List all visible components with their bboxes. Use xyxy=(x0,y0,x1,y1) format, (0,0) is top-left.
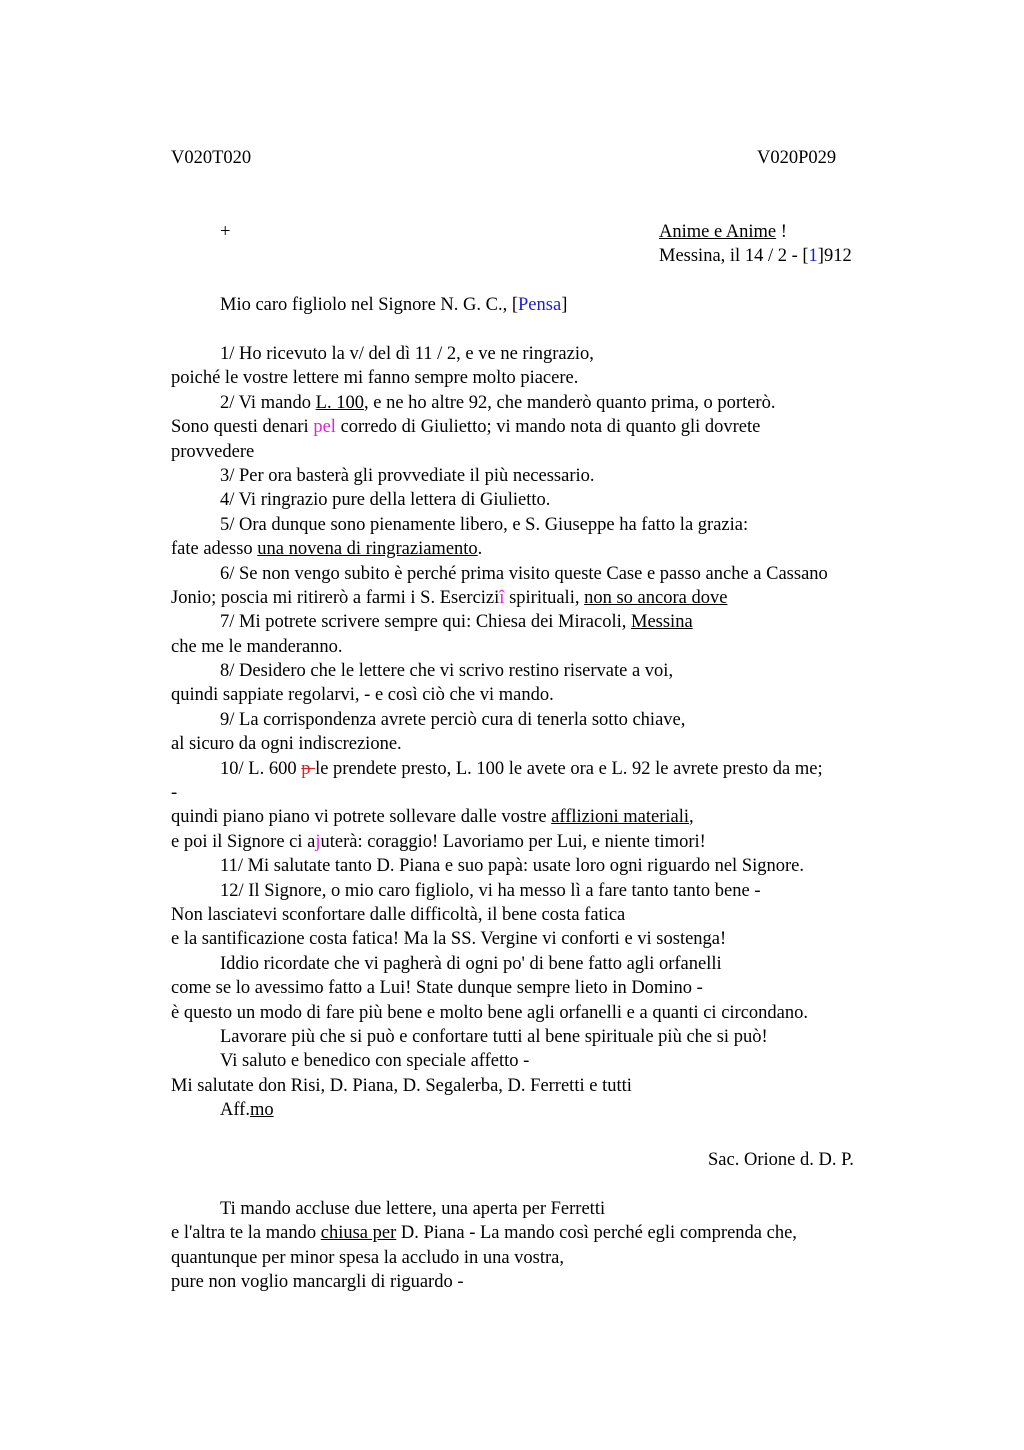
closing xyxy=(171,1098,931,1122)
body-line: Vi saluto e benedico con speciale affetto - xyxy=(220,1051,530,1072)
body-line: è questo un modo di fare più bene e molto bene agli orfanelli e a quanti ci circondano. xyxy=(171,1002,809,1023)
body-line: che me le manderanno. xyxy=(171,636,343,657)
postscript-line xyxy=(171,1221,931,1245)
body-line xyxy=(171,537,931,561)
text-span: , e ne ho altre 92, che manderò quanto prima, o porterò. xyxy=(363,392,776,413)
text-span: le prendete presto, L. 100 le avete ora e L. 92 le avrete presto da me; xyxy=(315,758,823,779)
body-line: 12/ Il Signore, o mio caro figliolo, vi ha messo lì a fare tanto tanto bene - xyxy=(220,880,761,901)
salutation-text: Mio caro figliolo nel Signore N. G. C., [ xyxy=(220,295,519,315)
body-line: 5/ Ora dunque sono pienamente libero, e S. Giuseppe ha fatto la grazia: xyxy=(220,514,749,535)
text-span: 2/ Vi mando xyxy=(220,392,316,413)
body-line: provvedere xyxy=(171,441,255,462)
body-line: - xyxy=(171,783,178,804)
dateline xyxy=(659,244,852,268)
postscript-line: quantunque per minor spesa la accludo in una vostra, xyxy=(171,1247,565,1268)
body-line: 11/ Mi salutate tanto D. Piana e suo papà: usate loro ogni riguardo nel Signore. xyxy=(220,856,804,877)
document-code-left: V020T020 xyxy=(171,148,252,168)
body-line: 9/ La corrispondenza avrete perciò cura di tenerla sotto chiave, xyxy=(220,709,686,730)
body-line: 4/ Vi ringrazio pure della lettera di Giulietto. xyxy=(220,490,551,511)
underlined-text: mo xyxy=(249,1100,274,1121)
text-span: 7/ Mi potrete scrivere sempre qui: Chiesa dei Miracoli, xyxy=(220,612,631,633)
body-line xyxy=(171,586,931,610)
postscript-line: pure non voglio mancargli di riguardo - xyxy=(171,1272,464,1293)
text-span: Aff. xyxy=(220,1100,250,1121)
body-line xyxy=(171,757,931,781)
text-span: . xyxy=(477,539,483,560)
body-line xyxy=(171,610,931,634)
body-line xyxy=(171,830,931,854)
salutation-recipient-name: Pensa xyxy=(518,295,562,315)
dateline-editorial-insert: 1 xyxy=(808,246,818,267)
body-line: Mi salutate don Risi, D. Piana, D. Segalerba, D. Ferretti e tutti xyxy=(171,1075,632,1096)
signature: Sac. Orione d. D. P. xyxy=(708,1150,854,1170)
salutation xyxy=(220,293,567,317)
postscript xyxy=(171,1197,931,1295)
motto xyxy=(659,220,787,244)
text-span: 10/ L. 600 xyxy=(220,758,302,779)
dateline-suffix: ]912 xyxy=(817,246,852,267)
letter-body xyxy=(171,342,931,1123)
text-span: quindi piano piano vi potrete sollevare dalle vostre xyxy=(171,807,552,828)
editorial-correction: î xyxy=(499,587,505,608)
text-span: , xyxy=(689,807,694,828)
cross-symbol: + xyxy=(220,222,231,242)
body-line: come se lo avessimo fatto a Lui! State dunque sempre lieto in Domino - xyxy=(171,978,703,999)
underlined-text: una novena di ringraziamento xyxy=(257,539,478,560)
deleted-text: p xyxy=(301,758,316,779)
text-span: e poi il Signore ci a xyxy=(171,831,316,852)
body-line: poiché le vostre lettere mi fanno sempre molto piacere. xyxy=(171,368,579,389)
editorial-correction: j xyxy=(315,831,321,852)
postscript-line: Ti mando accluse due lettere, una aperta per Ferretti xyxy=(220,1199,606,1219)
motto-suffix: ! xyxy=(776,222,787,242)
body-line xyxy=(171,805,931,829)
underlined-text: chiusa per xyxy=(320,1223,397,1244)
underlined-text: afflizioni materiali xyxy=(551,807,690,828)
body-line: 1/ Ho ricevuto la v/ del dì 11 / 2, e ve ne ringrazio, xyxy=(220,344,594,364)
body-line: 3/ Per ora basterà gli provvediate il più necessario. xyxy=(220,465,595,486)
dateline-prefix: Messina, il 14 / 2 - [ xyxy=(659,246,809,267)
salutation-close: ] xyxy=(561,295,568,315)
underlined-text: non so ancora dove xyxy=(584,587,728,608)
text-span: Jonio; poscia mi ritirerò a farmi i S. Esercizi xyxy=(171,587,500,608)
underlined-text: L. 100 xyxy=(315,392,364,413)
body-line xyxy=(171,391,931,415)
body-line: 6/ Se non vengo subito è perché prima visito queste Case e passo anche a Cassano xyxy=(220,563,828,584)
body-line: e la santificazione costa fatica! Ma la SS. Vergine vi conforti e vi sostenga! xyxy=(171,929,727,950)
text-span: Sono questi denari xyxy=(171,417,314,438)
text-span: uterà: coraggio! Lavoriamo per Lui, e niente timori! xyxy=(320,831,706,852)
underlined-text: Messina xyxy=(631,612,693,633)
editorial-correction: pel xyxy=(313,417,336,438)
body-line: quindi sappiate regolarvi, - e così ciò che vi mando. xyxy=(171,685,554,706)
text-span: corredo di Giulietto; vi mando nota di quanto gli dovrete xyxy=(335,417,761,438)
body-line: Iddio ricordate che vi pagherà di ogni po' di bene fatto agli orfanelli xyxy=(220,953,722,974)
motto-text: Anime e Anime xyxy=(659,222,777,242)
body-line: Non lasciatevi sconfortare dalle difficoltà, il bene costa fatica xyxy=(171,904,626,925)
text-span: e l'altra te la mando xyxy=(171,1223,321,1244)
document-code-right: V020P029 xyxy=(757,148,837,168)
text-span: fate adesso xyxy=(171,539,258,560)
body-line: Lavorare più che si può e confortare tutti al bene spirituale più che si può! xyxy=(220,1026,768,1047)
body-line: al sicuro da ogni indiscrezione. xyxy=(171,734,402,755)
text-span: spirituali, xyxy=(504,587,585,608)
body-line xyxy=(171,415,931,439)
text-span: D. Piana - La mando così perché egli comprenda che, xyxy=(396,1223,797,1244)
body-line: 8/ Desidero che le lettere che vi scrivo restino riservate a voi, xyxy=(220,661,674,682)
